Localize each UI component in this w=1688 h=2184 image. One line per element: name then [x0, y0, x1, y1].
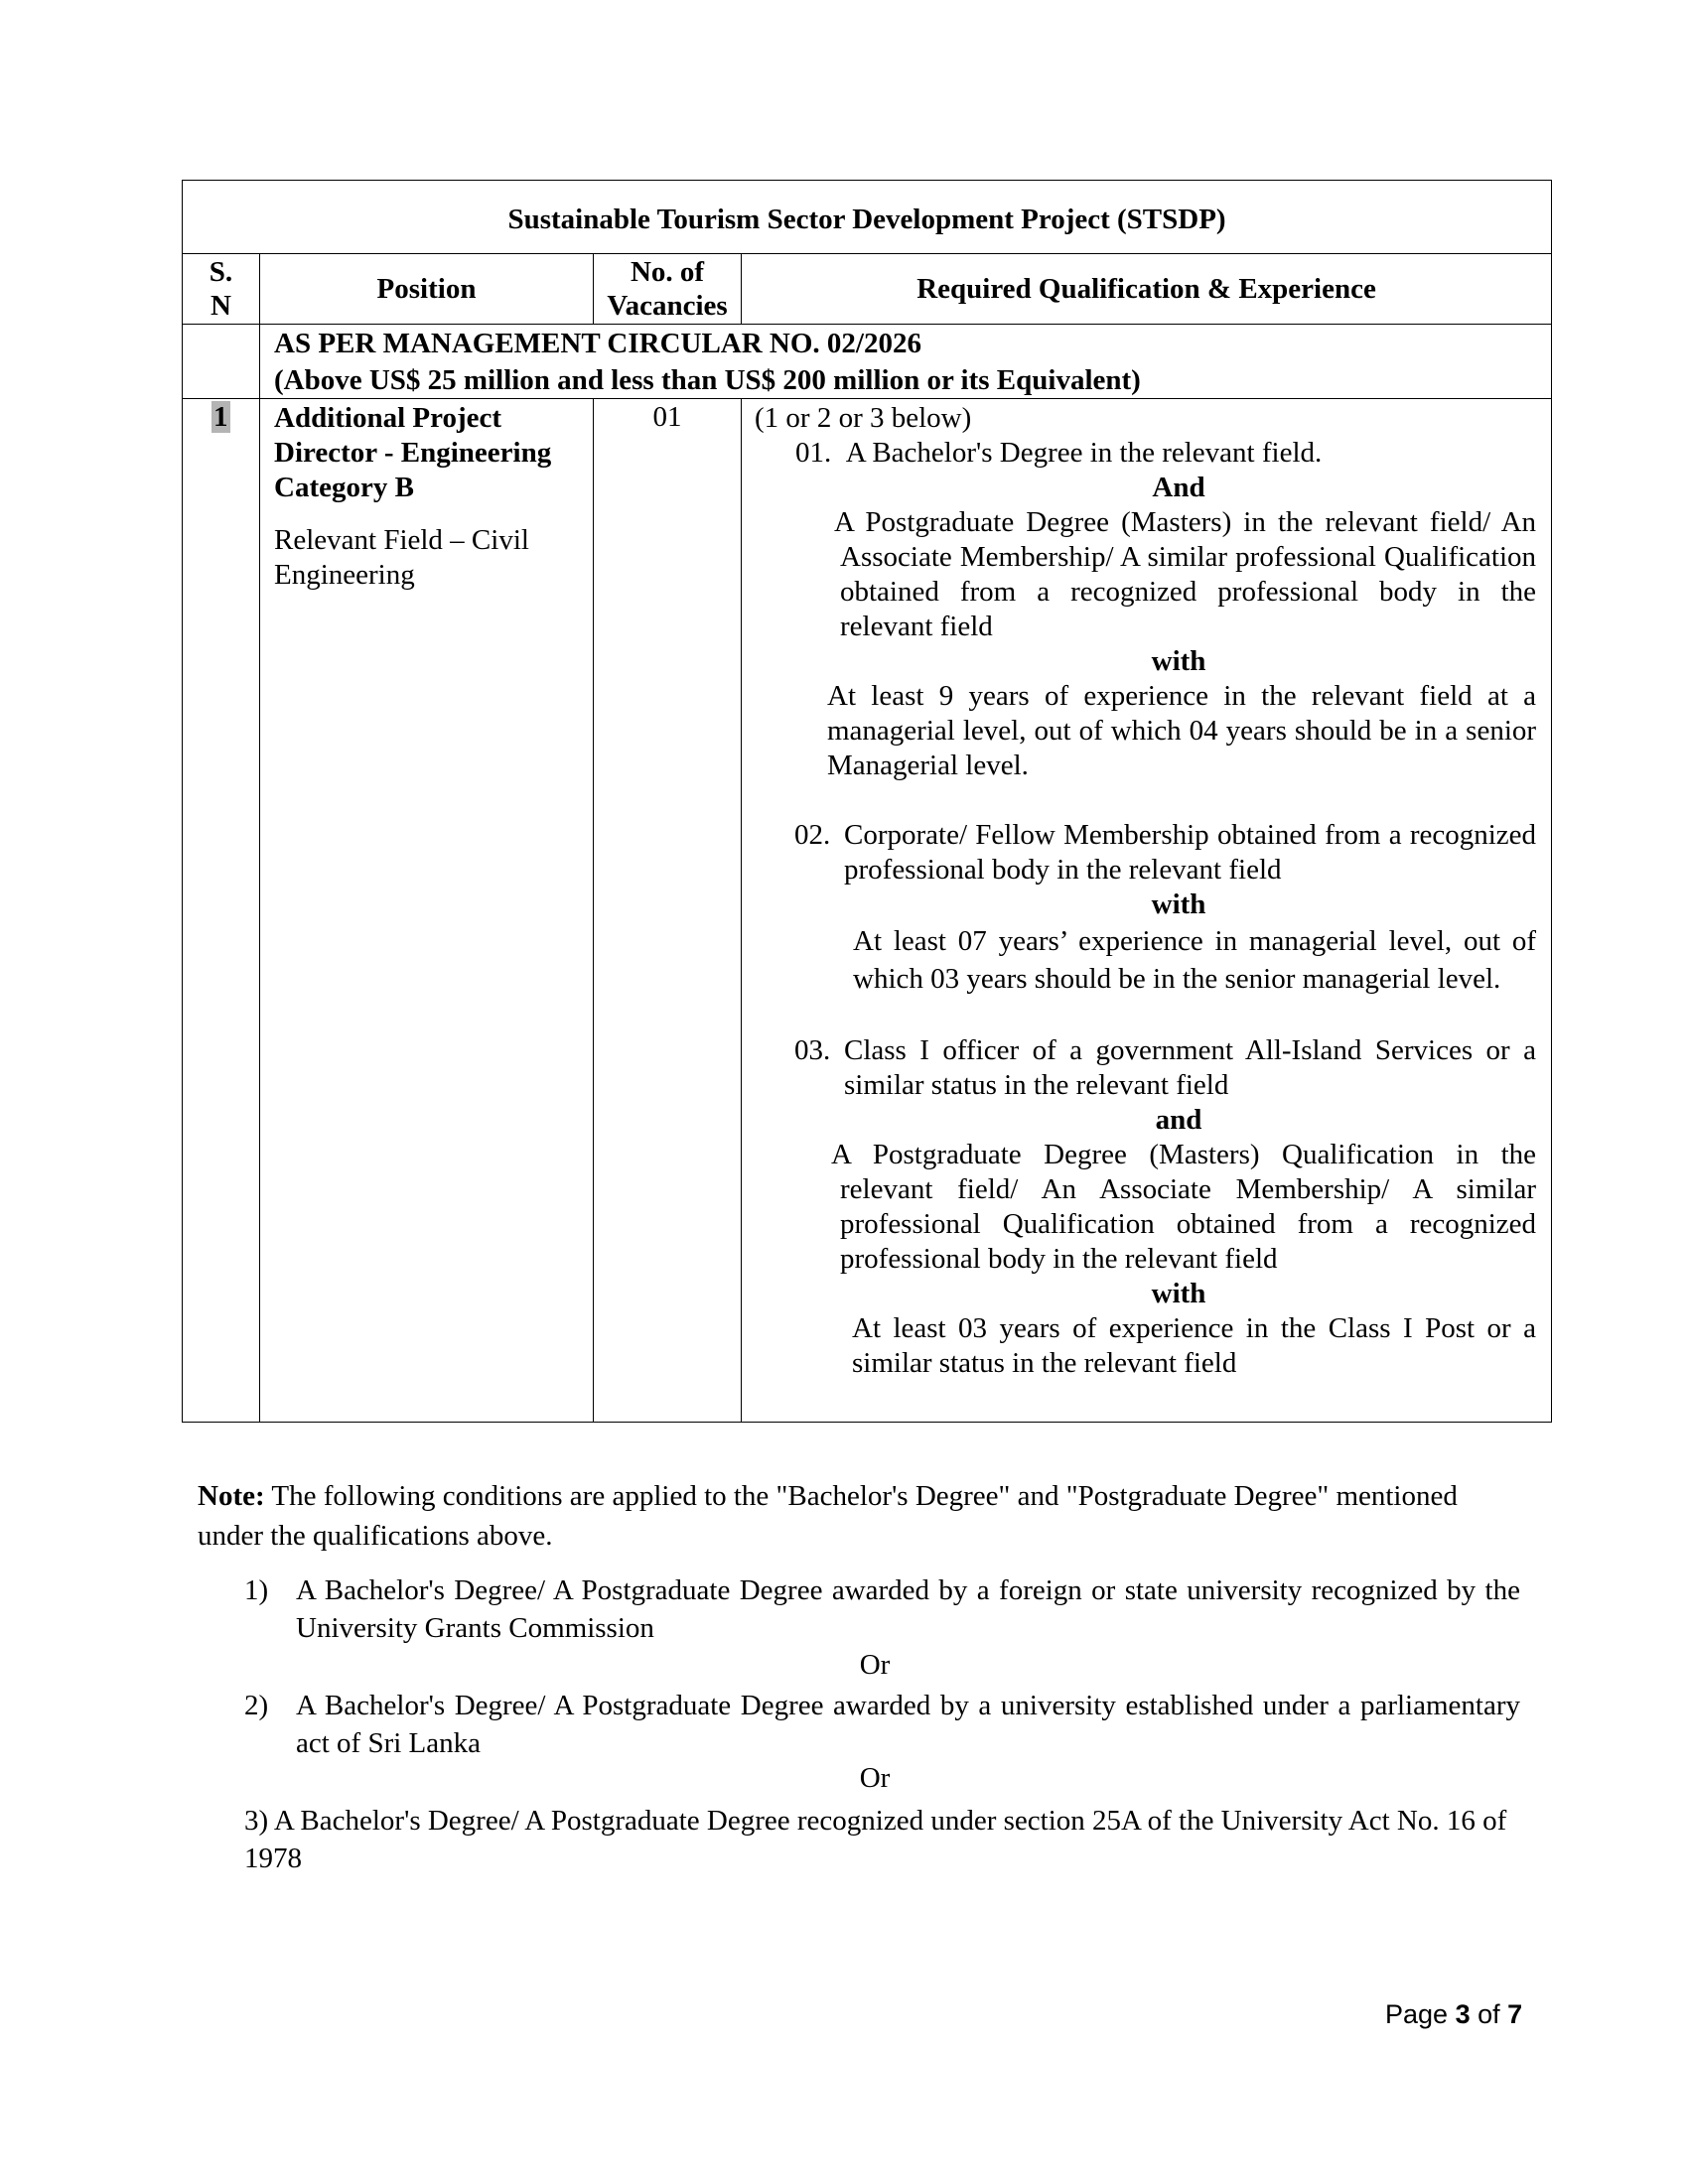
table-header-row [183, 254, 1552, 325]
note-paragraph [198, 1476, 1520, 1556]
note-text: The following conditions are applied to the "Bachelor's Degree" and "Postgraduate Degree" mentioned under the qualifications above. [198, 1480, 1458, 1552]
relevant-field: Relevant Field – Civil [274, 524, 529, 556]
option-2: 02. Corporate/ Fellow Membership obtained from a recognized professional body in the relevant field with At least 07 years’ experience in managerial level, out of which 03 years should be in the senior managerial level. [794, 819, 1537, 995]
table-title: Sustainable Tourism Sector Development Project (STSDP) [183, 181, 1552, 254]
header-sn: S. N [183, 254, 260, 325]
header-position: Position [260, 254, 594, 325]
circular-row [183, 325, 1552, 399]
vacancy-table [182, 180, 1552, 1423]
list-item: 1) A Bachelor's Degree/ A Postgraduate Degree awarded by a foreign or state university recognized by the University Grants Commission [244, 1574, 1520, 1644]
table-row [183, 399, 1552, 1423]
row-sn: 1 [183, 399, 260, 1423]
row-requirements [742, 399, 1552, 1423]
row-vacancies: 01 [594, 399, 742, 1423]
option-3: 03. Class I officer of a government All-Island Services or a similar status in the relevant field and A Postgraduate Degree (Masters) Qualification in the relevant field/ An Associate Membership/ A similar professional Qualification obtained from a recognized professional body in the relevant field with At least 03 years of experience in the Class I Post or a similar status in the relevant field [794, 1034, 1537, 1379]
header-requirements: Required Qualification & Experience [742, 254, 1552, 325]
or-separator: Or [859, 1762, 891, 1794]
circular-line-1: AS PER MANAGEMENT CIRCULAR NO. 02/2026 [274, 328, 921, 359]
row-position: Additional Project Director - Engineering Category B Relevant Field – Civil Engineering [260, 399, 594, 1423]
option-1: 01. A Bachelor's Degree in the relevant field. And A Postgraduate Degree (Masters) in the relevant field/ An Associate Membership/ A similar professional Qualification obtained from a recognized professional body in the relevant field with At least 9 years of experience in the relevant field at a managerial level, out of which 04 years should be in a senior Managerial level. [795, 437, 1537, 781]
header-vacancies: No. of Vacancies [594, 254, 742, 325]
note-label: Note: [198, 1480, 265, 1512]
or-separator: Or [859, 1649, 891, 1681]
options-intro: (1 or 2 or 3 below) [755, 402, 972, 434]
page-number: Page 3 of 7 [1385, 1999, 1523, 2029]
circular-line-2: (Above US$ 25 million and less than US$ 200 million or its Equivalent) [274, 364, 1141, 396]
list-item: 2) A Bachelor's Degree/ A Postgraduate Degree awarded by a university established under a parliamentary act of Sri Lanka [244, 1690, 1520, 1759]
list-item: 3) A Bachelor's Degree/ A Postgraduate Degree recognized under section 25A of the University Act No. 16 of 1978 [244, 1805, 1507, 1874]
